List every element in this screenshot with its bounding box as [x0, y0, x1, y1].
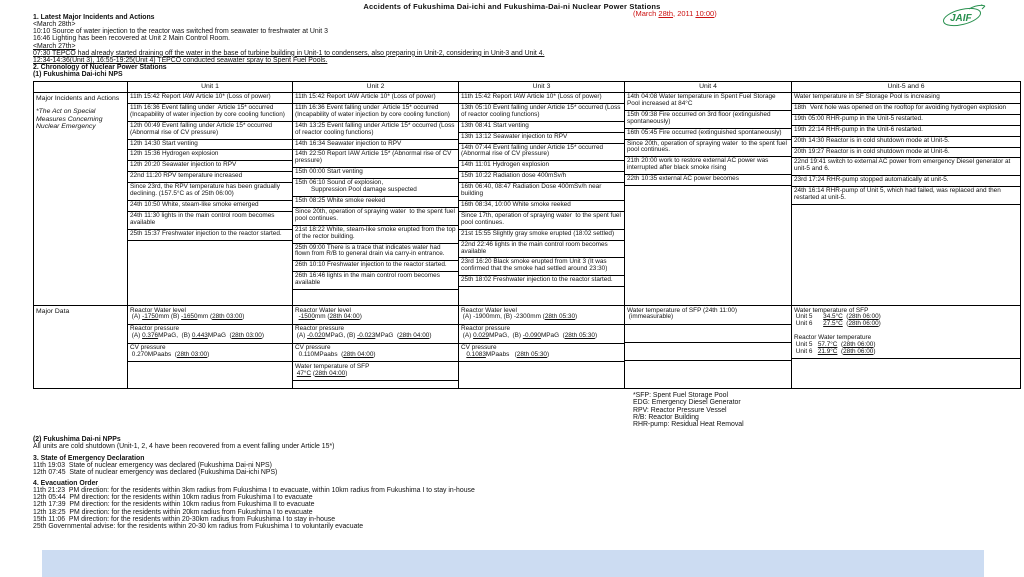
section3-line: 11th 19:03 State of nuclear emergency was declared (Fukushima Dai-ni NPS) [33, 462, 272, 470]
incident-cell: 22nd 19:41 switch to external AC power from emergency Diesel generator at unit-5 and 6. [792, 158, 1020, 176]
header-cell-unit4: Unit 4 [625, 82, 792, 92]
data-cell: Reactor Water level -1500mm (28th 04:00) [293, 306, 458, 325]
evacuation-order-section [33, 480, 475, 530]
section2-subheading: (1) Fukushima Dai-ichi NPS [33, 71, 123, 79]
incident-cell: 24th 16:14 RHR-pump of Unit 5, which had failed, was replaced and then restarted at unit-5. [792, 187, 1020, 205]
incident-cell: 12th 14:30 Start venting [128, 140, 292, 151]
incidents-label-text: Major Incidents and Actions [36, 95, 120, 102]
unit5-6-data-column [792, 306, 1020, 388]
incident-cell: Since 20th, operation of spraying water to the spent fuel pool continues. [293, 208, 458, 226]
incident-cell: Water temperature in SF Storage Pool is increasing [792, 93, 1020, 104]
data-cell: Water temperature of SFP (24th 11:00) (immeasurable) [625, 306, 791, 325]
incident-cell: 25th 18:02 Freshwater injection to the reactor started. [459, 276, 624, 287]
incident-cell: 20th 19:27 Reactor is in cold shutdown mode at Unit-6. [792, 148, 1020, 159]
section1-lines [33, 21, 544, 64]
abbreviation-footnotes [633, 392, 744, 428]
incident-cell: 23rd 17:24 RHR-pump stopped automatically at unit-5. [792, 176, 1020, 187]
jaif-logo [941, 2, 989, 32]
bottom-highlight-bar [42, 550, 984, 577]
section4-line: 25th Governmental advise: for the residents within 20-30 km radius from Fukushima I to voluntarily evacuate [33, 522, 364, 530]
incident-cell: 11th 16:36 Event falling under Article 15* occurred (Incapability of water injection by core cooling function) [128, 104, 292, 122]
unit1-data-column [128, 306, 293, 388]
data-cell: Water temperature of SFP 47°C (28th 04:00) [293, 362, 458, 381]
incident-cell: 11th 16:36 Event falling under Article 15* occurred (Incapability of water injection by core cooling function) [293, 104, 458, 122]
section4-lines [33, 487, 475, 530]
footnote-line: *SFP: Spent Fuel Storage Pool [633, 392, 728, 399]
section2-heading: 2. Chronology of Nuclear Power Stations [33, 64, 167, 72]
section3-line: 12th 07:45 State of nuclear emergency was declared (Fukushima Dai-ichi NPS) [33, 469, 278, 477]
svg-text:JAIF: JAIF [950, 13, 972, 24]
section1-line: 10:10 Source of water injection to the reactor was switched from seawater to freshwater at Unit 3 [33, 28, 328, 36]
incident-cell: 22th 10:35 external AC power becomes [625, 175, 791, 186]
data-cell: Reactor pressure (A) -0.020MPaG, (B) -0.023MPaG (28th 04:00) [293, 325, 458, 344]
incident-cell: 13th 05:10 Event falling under Article 15* occurred (Loss of reactor cooling functions) [459, 104, 624, 122]
incident-cell: 25th 15:37 Freshwater injection to the reactor started. [128, 230, 292, 241]
incident-cell: 11th 15:42 Report IAW Article 10* (Loss of power) [293, 93, 458, 104]
chronology-table [33, 81, 1021, 389]
incident-cell: 14th 13:25 Event falling under Article 15* occurred (Loss of reactor cooling functions) [293, 122, 458, 140]
major-data-label-text: Major Data [36, 308, 70, 315]
latest-incidents-section [33, 14, 544, 78]
incident-cell: 12th 20:20 Seawater injection to RPV [128, 161, 292, 172]
unit4-incidents-column [625, 93, 792, 305]
unit2-incidents-column [293, 93, 459, 305]
incident-cell: Since 17th, operation of spraying water to the spent fuel pool continues. [459, 212, 624, 230]
header-cell-unit1: Unit 1 [128, 82, 293, 92]
incidents-label-note: *The Act on Special Measures Concerning Nuclear Emergency [36, 108, 103, 131]
unit1-incidents-column [128, 93, 293, 305]
section3-heading: 3. State of Emergency Declaration [33, 455, 145, 462]
header-cell-unit2: Unit 2 [293, 82, 459, 92]
incident-cell: Since 23rd, the RPV temperature has been gradually declining. (157.5°C as of 25th 06:00) [128, 183, 292, 201]
data-cell: Reactor pressure (A) 0.029MPaG, (B) -0.090MPaG (28th 05:30) [459, 325, 624, 344]
section1-heading: 1. Latest Major Incidents and Actions [33, 14, 155, 21]
header-cell-blank [34, 82, 128, 92]
incidents-row-label [34, 93, 128, 305]
incident-cell: 14th 22:50 Report IAW Article 15* (Abnormal rise of CV pressure) [293, 150, 458, 168]
section4-line: 11th 21:23 PM direction: for the residents within 3km radius from Fukushima I to evacuate, within 10km radius from Fukushima I to stay in-house [33, 487, 475, 495]
section4-heading: 4. Evacuation Order [33, 480, 99, 487]
report-datetime: (March 28th, 2011 10:00) [633, 9, 717, 18]
incident-cell: 19th 05:00 RHR-pump in the Unit-5 restarted. [792, 115, 1020, 126]
section4-line: 15th 11:06 PM direction: for the residents within 20-30km radius from Fukushima I to stay in-house [33, 515, 336, 523]
section1-line: <March 28th> [33, 21, 76, 29]
incident-cell: 22nd 22:46 lights in the main control room becomes available [459, 241, 624, 259]
incident-cell: 24th 10:50 White, steam-like smoke emerged [128, 201, 292, 212]
unit2-data-column [293, 306, 459, 388]
incident-cell: 14th 16:34 Seawater injection to RPV [293, 140, 458, 151]
incident-cell: 18th Vent hole was opened on the rooftop for avoiding hydrogen explosion [792, 104, 1020, 115]
incident-cell: 15th 09:38 Fire occurred on 3rd floor (extinguished spontaneously) [625, 111, 791, 129]
section3-lines [33, 462, 277, 476]
daini-heading: (2) Fukushima Dai-ni NPPs [33, 436, 121, 443]
incident-cell: 23rd 16:20 Black smoke erupted from Unit 3 (It was confirmed that the smoke had settled around 23:30) [459, 258, 624, 276]
daini-body: All units are cold shutdown (Unit-1, 2, 4 have been recovered from a event falling under Article 15*) [33, 443, 335, 451]
data-cell: Reactor pressure (A) 0.376MPaG, (B) 0.443MPaG (28th 03:00) [128, 325, 292, 344]
incident-cell: 26th 10:10 Freshwater injection to the reactor started. [293, 261, 458, 272]
daini-section [33, 436, 334, 450]
incident-cell: 13th 08:41 Start venting [459, 122, 624, 133]
data-cell: Reactor Water level (A) -1750mm (B) -1650mm (28th 03:00) [128, 306, 292, 325]
unit3-incidents-column [459, 93, 625, 305]
footnote-line: RPV: Reactor Pressure Vessel [633, 406, 727, 414]
major-data-row [34, 306, 1020, 388]
incident-cell: 15th 10:22 Radiation dose 400mSv/h [459, 172, 624, 183]
incident-cell: 21th 20:00 work to restore external AC power was interrupted after black smoke rising [625, 157, 791, 175]
incident-cell: 16th 08:34, 10:00 White smoke reeked [459, 201, 624, 212]
data-cell [625, 325, 791, 343]
incidents-row [34, 93, 1020, 306]
incident-cell: 16th 05:45 Fire occurred (extinguished spontaneously) [625, 129, 791, 140]
data-cell: Reactor Water level (A) -1900mm, (B) -2300mm (28th 05:30) [459, 306, 624, 325]
incident-cell: 25th 09:00 There is a trace that indicates water had flown from R/B to general drain via carry-in entrance. [293, 244, 458, 262]
data-cell [625, 343, 791, 361]
section1-line: 16:46 Lighting has been recovered at Unit 2 Main Control Room. [33, 35, 230, 43]
jaif-logo-icon [941, 2, 989, 32]
incident-cell: 14th 04:08 Water temperature in Spent Fuel Storage Pool increased at 84°C [625, 93, 791, 111]
section4-line: 12th 18:25 PM direction: for the residents within 20km radius from Fukushima I to evacuate [33, 508, 313, 516]
footnote-line: R/B: Reactor Building [633, 413, 699, 421]
incident-cell: 22nd 11:20 RPV temperature increased [128, 172, 292, 183]
data-cell: CV pressure 0.270MPaabs (28th 03:00) [128, 344, 292, 363]
incident-cell: 14th 11:01 Hydrogen explosion [459, 161, 624, 172]
incident-cell: 24th 11:30 lights in the main control room becomes available [128, 212, 292, 230]
header-cell-unit5-6: Unit-5 and 6 [887, 83, 925, 90]
incident-cell: 12th 00:49 Event falling under Article 15* occurred (Abnormal rise of CV pressure) [128, 122, 292, 140]
incident-cell: 15th 08:25 White smoke reeked [293, 197, 458, 208]
incident-cell: 21st 15:55 Slightly gray smoke erupted (18:02 settled) [459, 230, 624, 241]
unit3-data-column [459, 306, 625, 388]
incident-cell: 11th 15:42 Report IAW Article 10* (Loss of power) [128, 93, 292, 104]
incident-cell: 26th 16:46 lights in the main control room becomes available [293, 272, 458, 290]
section1-line: 07:30 TEPCO had already started draining off the water in the base of turbine building in Unit-1 to condensers, also preparing in Unit-2, considering in Unit-3 and Unit 4. [33, 49, 545, 57]
incident-cell: 14th 07:44 Event falling under Article 15* occurred (Abnormal rise of CV pressure) [459, 144, 624, 162]
emergency-declaration-section [33, 455, 277, 476]
unit5-6-incidents-column [792, 93, 1020, 305]
incident-cell: 13th 13:12 Seawater injection to RPV [459, 133, 624, 144]
incident-cell: Since 20th, operation of spraying water to the spent fuel pool continues. [625, 140, 791, 158]
incident-cell: 19th 22:14 RHR-pump in the Unit-6 restarted. [792, 126, 1020, 137]
section1-line: <March 27th> [33, 42, 76, 50]
incident-cell: 15th 00:00 Start venting [293, 168, 458, 179]
table-header-row [34, 82, 1020, 93]
incident-cell: 12th 15:36 Hydrogen explosion [128, 150, 292, 161]
section1-line: 12:34-14:36(Unit 3), 16:55-19:25(Unit 4) TEPCO conducted seawater spray to Spent Fuel Pools. [33, 56, 328, 64]
footnote-line: RHR-pump: Residual Heat Removal [633, 421, 744, 429]
section4-line: 12th 05:44 PM direction: for the residents within 10km radius from Fukushima I to evacuate [33, 494, 313, 502]
section4-line: 12th 17:39 PM direction: for the residents within 10km radius from Fukushima II to evacuate [33, 501, 315, 509]
incident-cell: 20th 14:30 Reactor is in cold shutdown mode at Unit-5. [792, 137, 1020, 148]
incident-cell: 11th 15:42 Report IAW Article 10* (Loss of power) [459, 93, 624, 104]
unit4-data-column [625, 306, 792, 388]
footnote-line: EDG: Emergency Diesel Generator [633, 399, 741, 407]
page-title: Accidents of Fukushima Dai-ichi and Fukushima-Dai-ni Nuclear Power Stations [363, 2, 661, 11]
data-cell: CV pressure 0.110MPaabs (28th 04:00) [293, 344, 458, 363]
incident-cell: 15th 06:10 Sound of explosion, Suppression Pool damage suspected [293, 179, 458, 197]
data-cell: Water temperature of SFP Unit 5 34.5°C (28th 06:00) Unit 6 27.5°C (28th 06:00) Reactor Water temperature Unit 5 57.7°C (28th 06:00) Unit 6 21.9°C (28th 06:00) [792, 306, 1020, 359]
major-data-row-label [34, 306, 128, 388]
incident-cell: 16th 06:40, 08:47 Radiation Dose 400mSv/h near building [459, 183, 624, 201]
data-cell: CV pressure 0.1083MPaabs (28th 05:30) [459, 344, 624, 363]
incident-cell: 21st 18:22 White, steam-like smoke erupted from the top of the rector building. [293, 226, 458, 244]
header-cell-unit3: Unit 3 [459, 82, 625, 92]
